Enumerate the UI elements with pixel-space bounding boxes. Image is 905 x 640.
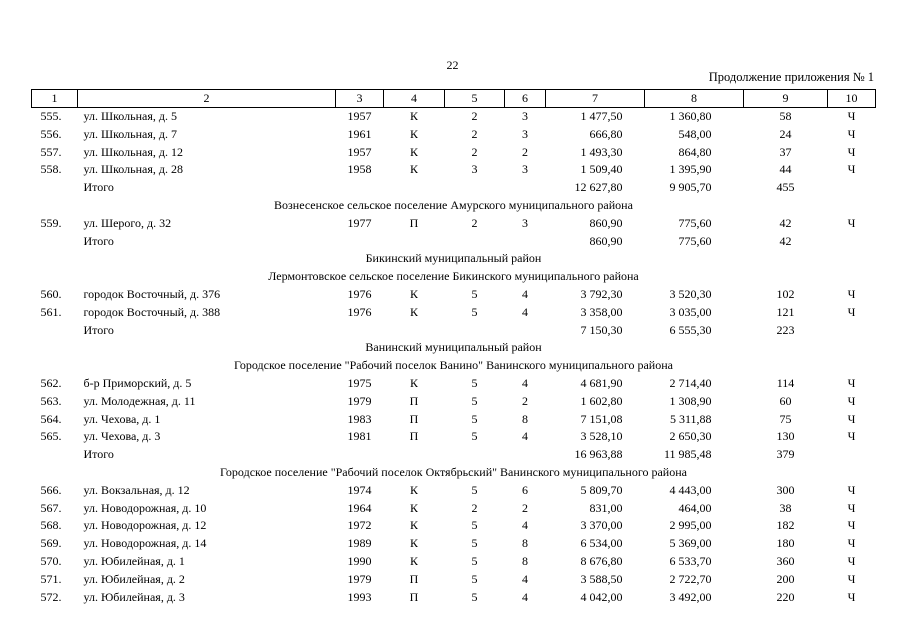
wall-type-cell: П [409,429,419,444]
wall-type-cell: П [409,589,419,604]
residents-sum: 379 [776,447,795,462]
section-heading: Ванинский муниципальный район [365,340,542,355]
empty-cell [336,233,384,251]
table-row [32,535,876,553]
column-header: 7 [546,90,645,108]
year-cell: 1983 [347,411,372,426]
row-number: 566. [40,482,62,497]
total-area-cell: 6 534,00 [580,536,623,551]
row-number: 563. [40,393,62,408]
column-header: 3 [336,90,384,108]
residential-area-cell: 2 650,30 [669,429,712,444]
section-heading-row [32,268,876,286]
wall-type-cell: К [409,304,418,319]
residential-area-cell: 1 360,80 [669,109,712,123]
address-cell: ул. Новодорожная, д. 14 [83,536,207,551]
table-row [32,161,876,179]
mark-cell: Ч [847,429,856,444]
total-label: Итого [83,180,114,195]
table-row [32,375,876,393]
total-label: Итого [83,233,114,248]
address-cell: ул. Школьная, д. 7 [83,126,177,141]
residents-cell: 44 [779,162,792,177]
total-area-cell: 4 042,00 [580,589,623,604]
section-heading: Бикинский муниципальный район [365,251,542,266]
residents-cell: 38 [779,500,792,515]
column-header: 9 [744,90,828,108]
column-header: 5 [445,90,505,108]
floors-cell: 5 [471,553,478,568]
mark-cell: Ч [847,162,856,177]
wall-type-cell: П [409,411,419,426]
address-cell: ул. Школьная, д. 28 [83,162,183,177]
wall-type-cell: К [409,162,418,177]
residential-area-sum: 6 555,30 [669,322,712,337]
entrances-cell: 8 [522,411,528,426]
row-number: 568. [40,518,62,533]
residential-area-sum: 775,60 [678,233,712,248]
floors-cell: 2 [471,109,478,123]
floors-cell: 5 [471,393,478,408]
column-header: 2 [78,90,336,108]
total-area-cell: 1 509,40 [580,162,623,177]
row-number: 562. [40,375,62,390]
residents-cell: 121 [776,304,795,319]
total-row [32,233,876,251]
residents-cell: 58 [779,109,792,123]
empty-cell [445,233,505,251]
floors-cell: 5 [471,589,478,604]
mark-cell: Ч [847,215,856,230]
total-area-sum: 16 963,88 [574,447,623,462]
year-cell: 1977 [347,215,372,230]
floors-cell: 2 [471,500,478,515]
table-row [32,144,876,162]
total-label: Итого [83,447,114,462]
residential-area-cell: 2 722,70 [669,571,712,586]
residential-area-cell: 548,00 [678,126,712,141]
entrances-cell: 4 [522,429,528,444]
table-row [32,286,876,304]
mark-cell: Ч [847,571,856,586]
mark-cell: Ч [847,518,856,533]
residential-area-sum: 9 905,70 [669,180,712,195]
entrances-cell: 4 [522,518,528,533]
empty-cell [445,322,505,340]
year-cell: 1993 [347,589,372,604]
entrances-cell: 3 [522,109,528,123]
wall-type-cell: К [409,144,418,159]
empty-cell [336,446,384,464]
empty-cell [505,446,546,464]
section-heading: Городское поселение "Рабочий поселок Октябрьский" Ванинского муниципального района [220,464,687,479]
section-heading: Городское поселение "Рабочий поселок Ванино" Ванинского муниципального района [234,358,673,373]
address-cell: ул. Чехова, д. 1 [83,411,161,426]
total-area-cell: 1 477,50 [580,109,623,123]
entrances-cell: 6 [522,482,528,497]
total-row [32,179,876,197]
table-row [32,589,876,607]
year-cell: 1975 [347,375,372,390]
entrances-cell: 4 [522,286,528,301]
residents-sum: 455 [776,180,795,195]
residents-cell: 200 [776,571,795,586]
residential-area-cell: 3 520,30 [669,286,712,301]
residential-area-cell: 2 714,40 [669,375,712,390]
floors-cell: 5 [471,304,478,319]
year-cell: 1989 [347,536,372,551]
empty-cell [336,322,384,340]
empty-cell [384,322,445,340]
total-area-cell: 7 151,08 [580,411,623,426]
total-area-cell: 4 681,90 [580,375,623,390]
section-heading: Лермонтовское сельское поселение Бикинского муниципального района [268,269,639,284]
total-area-cell: 3 792,30 [580,286,623,301]
empty-cell [505,233,546,251]
floors-cell: 2 [471,215,478,230]
address-cell: б-р Приморский, д. 5 [83,375,192,390]
address-cell: городок Восточный, д. 376 [83,286,221,301]
total-area-cell: 8 676,80 [580,553,623,568]
total-area-sum: 7 150,30 [580,322,623,337]
row-number: 559. [40,215,62,230]
wall-type-cell: К [409,536,418,551]
total-area-cell: 3 528,10 [580,429,623,444]
column-header: 6 [505,90,546,108]
total-area-cell: 1 602,80 [580,393,623,408]
mark-cell: Ч [847,109,856,123]
mark-cell: Ч [847,482,856,497]
empty-cell [828,179,876,197]
entrances-cell: 2 [522,144,528,159]
entrances-cell: 2 [522,500,528,515]
residential-area-cell: 3 492,00 [669,589,712,604]
address-cell: ул. Новодорожная, д. 10 [83,500,207,515]
column-header: 10 [828,90,876,108]
row-number: 565. [40,429,62,444]
row-number: 571. [40,571,62,586]
mark-cell: Ч [847,553,856,568]
wall-type-cell: К [409,375,418,390]
section-heading: Вознесенское сельское поселение Амурского муниципального района [274,197,633,212]
continuation-title: Продолжение приложения № 1 [708,70,874,84]
residential-area-cell: 3 035,00 [669,304,712,319]
year-cell: 1957 [347,144,372,159]
total-area-cell: 5 809,70 [580,482,623,497]
wall-type-cell: П [409,393,419,408]
floors-cell: 2 [471,144,478,159]
floors-cell: 3 [471,162,478,177]
entrances-cell: 4 [522,571,528,586]
wall-type-cell: К [409,500,418,515]
residential-area-cell: 864,80 [678,144,712,159]
entrances-cell: 8 [522,553,528,568]
mark-cell: Ч [847,536,856,551]
section-heading-row [32,339,876,357]
total-area-cell: 1 493,30 [580,144,623,159]
row-number: 567. [40,500,62,515]
wall-type-cell: К [409,109,418,123]
residential-area-cell: 5 369,00 [669,536,712,551]
empty-cell [445,446,505,464]
table-row [32,393,876,411]
column-header: 4 [384,90,445,108]
residential-area-sum: 11 985,48 [663,447,712,462]
address-cell: ул. Вокзальная, д. 12 [83,482,190,497]
residential-area-cell: 1 308,90 [669,393,712,408]
year-cell: 1974 [347,482,372,497]
year-cell: 1957 [347,109,372,123]
section-heading-row [32,197,876,215]
residential-area-cell: 5 311,88 [669,411,712,426]
residents-cell: 182 [776,518,795,533]
residents-cell: 75 [779,411,792,426]
year-cell: 1979 [347,393,372,408]
year-cell: 1981 [347,429,372,444]
floors-cell: 5 [471,286,478,301]
empty-cell [384,179,445,197]
row-number: 560. [40,286,62,301]
address-cell: ул. Школьная, д. 12 [83,144,183,159]
empty-cell [336,179,384,197]
wall-type-cell: К [409,286,418,301]
floors-cell: 5 [471,571,478,586]
address-cell: ул. Школьная, д. 5 [83,109,177,123]
table-row [32,126,876,144]
page-number: 22 [446,58,459,72]
table-row [32,215,876,233]
wall-type-cell: П [409,571,419,586]
column-header: 8 [645,90,744,108]
row-number: 556. [40,126,62,141]
total-area-cell: 3 370,00 [580,518,623,533]
residents-cell: 220 [776,589,795,604]
empty-cell [32,322,78,340]
table-row [32,428,876,446]
year-cell: 1964 [347,500,372,515]
residents-cell: 180 [776,536,795,551]
empty-cell [32,179,78,197]
residents-sum: 223 [776,322,795,337]
table-row [32,571,876,589]
table-row [32,553,876,571]
residential-area-cell: 775,60 [678,215,712,230]
year-cell: 1961 [347,126,372,141]
empty-cell [32,233,78,251]
mark-cell: Ч [847,589,856,604]
total-area-cell: 3 588,50 [580,571,623,586]
table-row [32,482,876,500]
entrances-cell: 3 [522,162,528,177]
column-header: 1 [32,90,78,108]
year-cell: 1976 [347,304,372,319]
row-number: 570. [40,553,62,568]
address-cell: ул. Юбилейная, д. 3 [83,589,185,604]
wall-type-cell: П [409,215,419,230]
year-cell: 1990 [347,553,372,568]
section-heading-row [32,464,876,482]
address-cell: ул. Шерого, д. 32 [83,215,172,230]
empty-cell [32,446,78,464]
floors-cell: 5 [471,518,478,533]
year-cell: 1972 [347,518,372,533]
floors-cell: 2 [471,126,478,141]
empty-cell [384,233,445,251]
row-number: 557. [40,144,62,159]
address-cell: городок Восточный, д. 388 [83,304,221,319]
section-heading-row [32,250,876,268]
table-body [32,90,876,607]
mark-cell: Ч [847,500,856,515]
empty-cell [828,322,876,340]
entrances-cell: 3 [522,126,528,141]
mark-cell: Ч [847,144,856,159]
empty-cell [828,233,876,251]
residents-cell: 102 [776,286,795,301]
total-row [32,446,876,464]
entrances-cell: 3 [522,215,528,230]
header-row [32,90,876,108]
total-area-cell: 860,90 [589,215,623,230]
year-cell: 1958 [347,162,372,177]
mark-cell: Ч [847,375,856,390]
floors-cell: 5 [471,375,478,390]
residential-area-cell: 464,00 [678,500,712,515]
row-number: 561. [40,304,62,319]
empty-cell [505,322,546,340]
table-row [32,500,876,518]
table-row [32,411,876,429]
entrances-cell: 2 [522,393,528,408]
wall-type-cell: К [409,518,418,533]
table-row [32,108,876,126]
table-row [32,517,876,535]
total-area-cell: 666,80 [589,126,623,141]
residents-sum: 42 [779,233,792,248]
address-cell: ул. Юбилейная, д. 2 [83,571,185,586]
residents-cell: 37 [779,144,792,159]
entrances-cell: 4 [522,375,528,390]
floors-cell: 5 [471,411,478,426]
empty-cell [384,446,445,464]
mark-cell: Ч [847,393,856,408]
mark-cell: Ч [847,304,856,319]
wall-type-cell: К [409,482,418,497]
year-cell: 1979 [347,571,372,586]
address-cell: ул. Новодорожная, д. 12 [83,518,207,533]
entrances-cell: 4 [522,589,528,604]
total-label: Итого [83,322,114,337]
address-cell: ул. Молодежная, д. 11 [83,393,196,408]
residents-cell: 300 [776,482,795,497]
empty-cell [828,446,876,464]
address-cell: ул. Чехова, д. 3 [83,429,161,444]
empty-cell [505,179,546,197]
mark-cell: Ч [847,126,856,141]
row-number: 558. [40,162,62,177]
address-cell: ул. Юбилейная, д. 1 [83,553,185,568]
residents-cell: 114 [776,375,795,390]
section-heading-row [32,357,876,375]
floors-cell: 5 [471,429,478,444]
mark-cell: Ч [847,286,856,301]
entrances-cell: 4 [522,304,528,319]
residential-area-cell: 2 995,00 [669,518,712,533]
residents-cell: 60 [779,393,792,408]
residential-area-cell: 6 533,70 [669,553,712,568]
total-area-sum: 12 627,80 [574,180,623,195]
floors-cell: 5 [471,482,478,497]
total-area-cell: 831,00 [589,500,623,515]
housing-register-table [31,89,876,606]
total-row [32,322,876,340]
residents-cell: 24 [779,126,792,141]
row-number: 569. [40,536,62,551]
total-area-cell: 3 358,00 [580,304,623,319]
residents-cell: 130 [776,429,795,444]
total-area-sum: 860,90 [589,233,623,248]
row-number: 564. [40,411,62,426]
row-number: 555. [40,109,62,123]
residential-area-cell: 4 443,00 [669,482,712,497]
residential-area-cell: 1 395,90 [669,162,712,177]
mark-cell: Ч [847,411,856,426]
table-row [32,304,876,322]
year-cell: 1976 [347,286,372,301]
wall-type-cell: К [409,553,418,568]
wall-type-cell: К [409,126,418,141]
row-number: 572. [40,589,62,604]
empty-cell [445,179,505,197]
entrances-cell: 8 [522,536,528,551]
residents-cell: 360 [776,553,795,568]
residents-cell: 42 [779,215,792,230]
floors-cell: 5 [471,536,478,551]
